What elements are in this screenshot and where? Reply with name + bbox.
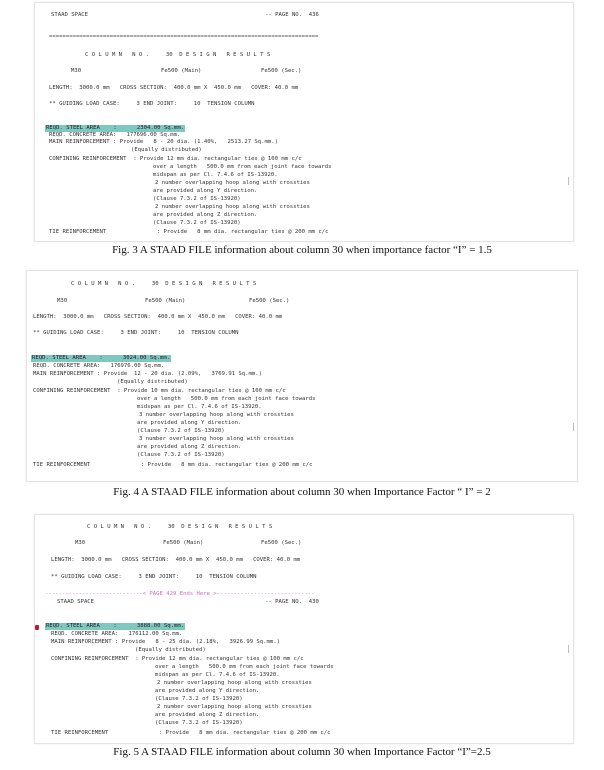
fig4-sec-steel: Fe500 (Sec.) [249,298,290,304]
fig3-caption: Fig. 3 A STAAD FILE information about column 30 when importance factor “I” = 1.5 [112,244,492,256]
fig3-confining-2: over a length 500.0 mm from each joint face towards [153,164,332,170]
fig3-main-reinforcement: MAIN REINFORCEMENT : Provide 8 - 20 dia. (1.40%, 2513.27 Sq.mm.) [49,139,279,145]
fig5-title: C O L U M N N O . 30 D E S I G N R E S U L T S [87,524,273,530]
fig4-title: C O L U M N N O . 30 D E S I G N R E S U L T S [71,281,257,287]
fig5-confining-2: over a length 500.0 mm from each joint face towards [155,664,334,670]
fig3-guiding-line: ** GUIDING LOAD CASE: 3 END JOINT: 10 TENSION COLUMN [49,101,255,107]
fig3-scrollbar-mark[interactable] [568,177,569,185]
fig3-equally-distributed: (Equally distributed) [131,147,202,153]
fig4-main-steel: Fe500 (Main) [145,298,186,304]
fig3-concrete-area: REQD. CONCRETE AREA: 177696.00 Sq.mm. [49,132,181,138]
fig5-confining-3: midspan as per Cl. 7.4.6 of IS-13920. [155,672,280,678]
fig5-tie-reinforcement: TIE REINFORCEMENT : Provide 8 mm dia. rectangular ties @ 200 mm c/c [51,730,331,736]
fig5-output-panel [34,514,574,744]
fig5-header-left: STAAD SPACE [57,599,95,605]
fig3-confining-4: 2 number overlapping hoop along with crossties [155,180,310,186]
fig4-confining-3: midspan as per Cl. 7.4.6 of IS-13920. [137,404,262,410]
fig5-confining-5: are provided along Y direction. [155,688,260,694]
fig4-equally-distributed: (Equally distributed) [117,379,188,385]
fig5-page-end-marker: -----------------------------< PAGE 429 Ends Here >----------------------------- [45,591,315,597]
fig4-confining-9: (Clause 7.3.2 of IS-13920) [137,452,225,458]
fig4-output-panel [26,270,578,482]
fig3-confining-9: (Clause 7.3.2 of IS-13920) [153,220,241,226]
fig5-caption: Fig. 5 A STAAD FILE information about column 30 when Importance Factor “I”=2.5 [113,746,491,758]
fig5-main-reinforcement: MAIN REINFORCEMENT : Provide 8 - 25 dia. (2.18%, 3926.99 Sq.mm.) [51,639,281,645]
fig5-length-line: LENGTH: 3000.0 mm CROSS SECTION: 400.0 mm X 450.0 mm COVER: 40.0 mm [51,557,301,563]
fig4-grade: M30 [57,298,68,304]
fig4-caption: Fig. 4 A STAAD FILE information about column 30 when Importance Factor “ I” = 2 [113,486,491,498]
fig5-confining-1: CONFINING REINFORCEMENT : Provide 12 mm dia. rectangular ties @ 100 mm c/c [51,656,304,662]
fig4-confining-7: 3 number overlapping hoop along with crossties [139,436,294,442]
fig5-header-right: -- PAGE NO. 430 [265,599,319,605]
fig3-tie-reinforcement: TIE REINFORCEMENT : Provide 8 mm dia. rectangular ties @ 200 mm c/c [49,229,329,235]
fig3-separator: ================================================================================ [49,34,319,40]
fig4-confining-4: 3 number overlapping hoop along with crossties [139,412,294,418]
fig5-confining-8: are provided along Z direction. [155,712,260,718]
fig3-confining-8: are provided along Z direction. [153,212,258,218]
fig5-main-steel: Fe500 (Main) [163,540,204,546]
fig3-header-right: -- PAGE NO. 436 [265,12,319,18]
fig4-confining-6: (Clause 7.3.2 of IS-13920) [137,428,225,434]
fig5-confining-6: (Clause 7.3.2 of IS-13920) [155,696,243,702]
fig3-length-line: LENGTH: 3000.0 mm CROSS SECTION: 400.0 mm X 450.0 mm COVER: 40.0 mm [49,85,299,91]
fig3-confining-3: midspan as per Cl. 7.4.6 of IS-13920. [153,172,278,178]
fig4-confining-2: over a length 500.0 mm from each joint face towards [137,396,316,402]
fig5-guiding-line: ** GUIDING LOAD CASE: 3 END JOINT: 10 TENSION COLUMN [51,574,257,580]
fig3-sec-steel: Fe500 (Sec.) [261,68,302,74]
fig3-confining-6: (Clause 7.3.2 of IS-13920) [153,196,241,202]
fig5-sec-steel: Fe500 (Sec.) [261,540,302,546]
fig3-output-panel [34,2,574,242]
fig5-grade: M30 [75,540,86,546]
fig3-confining-5: are provided along Y direction. [153,188,258,194]
fig4-scrollbar-mark[interactable] [573,423,574,431]
fig3-confining-1: CONFINING REINFORCEMENT : Provide 12 mm dia. rectangular ties @ 100 mm c/c [49,156,302,162]
fig4-confining-5: are provided along Y direction. [137,420,242,426]
fig4-guiding-line: ** GUIDING LOAD CASE: 3 END JOINT: 10 TENSION COLUMN [33,330,239,336]
fig3-header-left: STAAD SPACE [51,12,89,18]
fig4-concrete-area: REQD. CONCRETE AREA: 176976.00 Sq.mm. [33,363,165,369]
fig5-equally-distributed: (Equally distributed) [135,647,206,653]
fig5-bookmark-marker [35,625,39,630]
fig4-tie-reinforcement: TIE REINFORCEMENT : Provide 8 mm dia. rectangular ties @ 200 mm c/c [33,462,313,468]
fig5-steel-area: REQD. STEEL AREA : 3888.00 Sq.mm. [46,623,185,629]
fig3-steel-area: REQD. STEEL AREA : 2304.00 Sq.mm. [46,125,185,131]
fig5-confining-9: (Clause 7.3.2 of IS-13920) [155,720,243,726]
fig4-confining-1: CONFINING REINFORCEMENT : Provide 10 mm dia. rectangular ties @ 100 mm c/c [33,388,286,394]
fig5-confining-4: 2 number overlapping hoop along with crossties [157,680,312,686]
fig3-main-steel: Fe500 (Main) [161,68,202,74]
fig3-grade: M30 [71,68,82,74]
fig4-length-line: LENGTH: 3000.0 mm CROSS SECTION: 400.0 mm X 450.0 mm COVER: 40.0 mm [33,314,283,320]
fig5-confining-7: 2 number overlapping hoop along with crossties [157,704,312,710]
fig5-scrollbar-mark[interactable] [568,645,569,653]
fig4-steel-area: REQD. STEEL AREA : 3024.00 Sq.mm. [32,355,171,361]
fig5-concrete-area: REQD. CONCRETE AREA: 176112.00 Sq.mm. [51,631,183,637]
fig4-main-reinforcement: MAIN REINFORCEMENT : Provide 12 - 20 dia. (2.09%, 3769.91 Sq.mm.) [33,371,263,377]
fig4-confining-8: are provided along Z direction. [137,444,242,450]
fig3-title: C O L U M N N O . 30 D E S I G N R E S U L T S [85,52,271,58]
fig3-confining-7: 2 number overlapping hoop along with crossties [155,204,310,210]
